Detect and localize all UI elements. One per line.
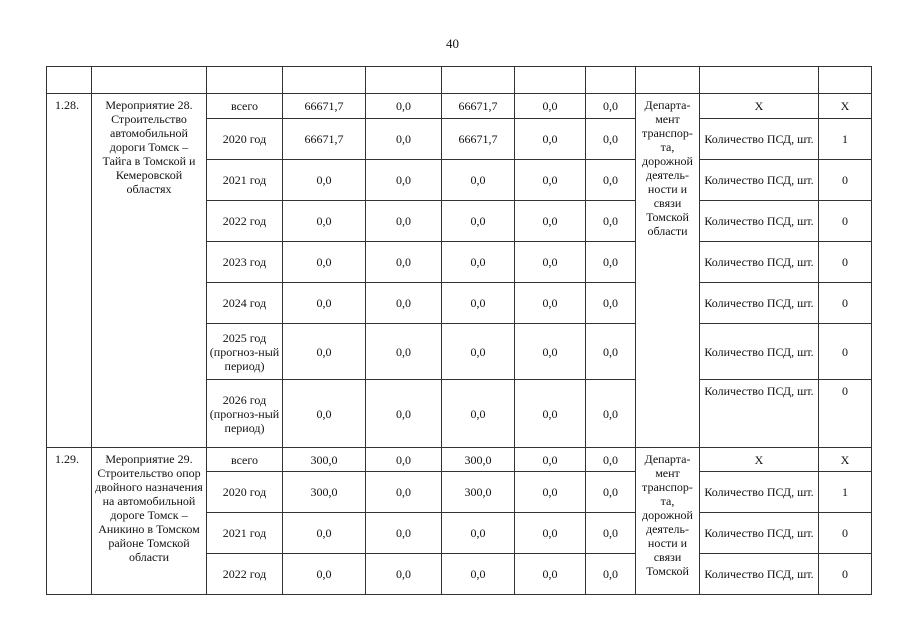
indicator-value: 0	[819, 324, 872, 380]
executor-cell: Департа-мент транспор-та, дорожной деятель-ности и связи Томской	[636, 448, 700, 595]
value-cell: 0,0	[442, 160, 515, 201]
value-cell: 0,0	[366, 201, 442, 242]
value-cell: 300,0	[442, 448, 515, 472]
value-cell: 0,0	[515, 472, 586, 513]
value-cell: 0,0	[366, 513, 442, 554]
value-cell: 0,0	[515, 380, 586, 448]
indicator-cell: Х	[700, 448, 819, 472]
value-cell: 0,0	[442, 201, 515, 242]
value-cell: 0,0	[366, 119, 442, 160]
value-cell: 0,0	[283, 242, 366, 283]
period-cell: 2022 год	[207, 554, 283, 595]
item-number: 1.29.	[47, 448, 92, 595]
indicator-value: Х	[819, 448, 872, 472]
value-cell: 0,0	[442, 324, 515, 380]
value-cell: 66671,7	[283, 119, 366, 160]
indicator-value: 0	[819, 513, 872, 554]
value-cell: 66671,7	[283, 94, 366, 119]
value-cell: 300,0	[283, 472, 366, 513]
measure-name: Мероприятие 29. Строительство опор двойного назначения на автомобильной дороге Томск – Аникино в Томском районе Томской области	[92, 448, 207, 595]
indicator-cell: Количество ПСД, шт.	[700, 160, 819, 201]
indicator-value: 1	[819, 119, 872, 160]
value-cell: 0,0	[515, 554, 586, 595]
value-cell: 0,0	[366, 283, 442, 324]
value-cell: 0,0	[586, 472, 636, 513]
value-cell: 0,0	[366, 448, 442, 472]
indicator-value: 0	[819, 160, 872, 201]
value-cell: 0,0	[586, 242, 636, 283]
value-cell: 0,0	[283, 283, 366, 324]
indicator-cell: Количество ПСД, шт.	[700, 201, 819, 242]
period-cell: 2022 год	[207, 201, 283, 242]
value-cell: 0,0	[515, 513, 586, 554]
value-cell: 0,0	[442, 242, 515, 283]
indicator-cell: Количество ПСД, шт.	[700, 283, 819, 324]
value-cell: 0,0	[515, 448, 586, 472]
value-cell: 0,0	[366, 554, 442, 595]
header-row	[47, 67, 872, 94]
period-cell: всего	[207, 448, 283, 472]
table-row	[47, 448, 872, 472]
value-cell: 0,0	[283, 554, 366, 595]
value-cell: 0,0	[515, 283, 586, 324]
value-cell: 0,0	[586, 513, 636, 554]
value-cell: 0,0	[586, 201, 636, 242]
indicator-cell: Количество ПСД, шт.	[700, 513, 819, 554]
period-cell: 2024 год	[207, 283, 283, 324]
value-cell: 0,0	[283, 324, 366, 380]
value-cell: 0,0	[283, 380, 366, 448]
program-table	[46, 66, 872, 595]
table-row	[47, 94, 872, 119]
indicator-cell: Количество ПСД, шт.	[700, 554, 819, 595]
indicator-value: 0	[819, 283, 872, 324]
indicator-cell: Количество ПСД, шт.	[700, 324, 819, 380]
value-cell: 0,0	[283, 201, 366, 242]
period-cell: всего	[207, 94, 283, 119]
item-number: 1.28.	[47, 94, 92, 448]
indicator-value: 1	[819, 472, 872, 513]
value-cell: 0,0	[442, 554, 515, 595]
value-cell: 0,0	[366, 94, 442, 119]
page-number: 40	[446, 36, 459, 51]
period-cell: 2021 год	[207, 160, 283, 201]
value-cell: 0,0	[515, 242, 586, 283]
indicator-cell: Количество ПСД, шт.	[700, 119, 819, 160]
indicator-cell: Количество ПСД, шт.	[700, 472, 819, 513]
value-cell: 0,0	[515, 201, 586, 242]
indicator-value: Х	[819, 94, 872, 119]
value-cell: 0,0	[515, 324, 586, 380]
indicator-value: 0	[819, 554, 872, 595]
value-cell: 0,0	[586, 283, 636, 324]
value-cell: 0,0	[442, 513, 515, 554]
value-cell: 0,0	[586, 94, 636, 119]
value-cell: 0,0	[283, 160, 366, 201]
indicator-cell: Количество ПСД, шт.	[700, 242, 819, 283]
value-cell: 0,0	[586, 119, 636, 160]
value-cell: 0,0	[515, 160, 586, 201]
executor-cell: Департа-мент транспор-та, дорожной деятель-ности и связи Томской области	[636, 94, 700, 448]
value-cell: 0,0	[586, 324, 636, 380]
value-cell: 0,0	[586, 160, 636, 201]
value-cell: 300,0	[283, 448, 366, 472]
value-cell: 0,0	[366, 380, 442, 448]
period-cell: 2021 год	[207, 513, 283, 554]
period-cell: 2020 год	[207, 472, 283, 513]
value-cell: 300,0	[442, 472, 515, 513]
value-cell: 0,0	[586, 448, 636, 472]
value-cell: 66671,7	[442, 119, 515, 160]
measure-name: Мероприятие 28. Строительство автомобильной дороги Томск – Тайга в Томской и Кемеровской областях	[92, 94, 207, 448]
period-cell: 2020 год	[207, 119, 283, 160]
value-cell: 0,0	[366, 472, 442, 513]
value-cell: 0,0	[442, 283, 515, 324]
value-cell: 0,0	[515, 119, 586, 160]
value-cell: 0,0	[586, 554, 636, 595]
indicator-cell: Количество ПСД, шт.	[700, 380, 819, 448]
value-cell: 0,0	[442, 380, 515, 448]
value-cell: 0,0	[586, 380, 636, 448]
value-cell: 0,0	[366, 242, 442, 283]
value-cell: 0,0	[366, 160, 442, 201]
indicator-value: 0	[819, 201, 872, 242]
indicator-value: 0	[819, 242, 872, 283]
period-cell: 2023 год	[207, 242, 283, 283]
value-cell: 0,0	[515, 94, 586, 119]
indicator-cell: Х	[700, 94, 819, 119]
value-cell: 66671,7	[442, 94, 515, 119]
value-cell: 0,0	[366, 324, 442, 380]
indicator-value: 0	[819, 380, 872, 448]
period-cell: 2025 год (прогноз-ный период)	[207, 324, 283, 380]
value-cell: 0,0	[283, 513, 366, 554]
period-cell: 2026 год (прогноз-ный период)	[207, 380, 283, 448]
